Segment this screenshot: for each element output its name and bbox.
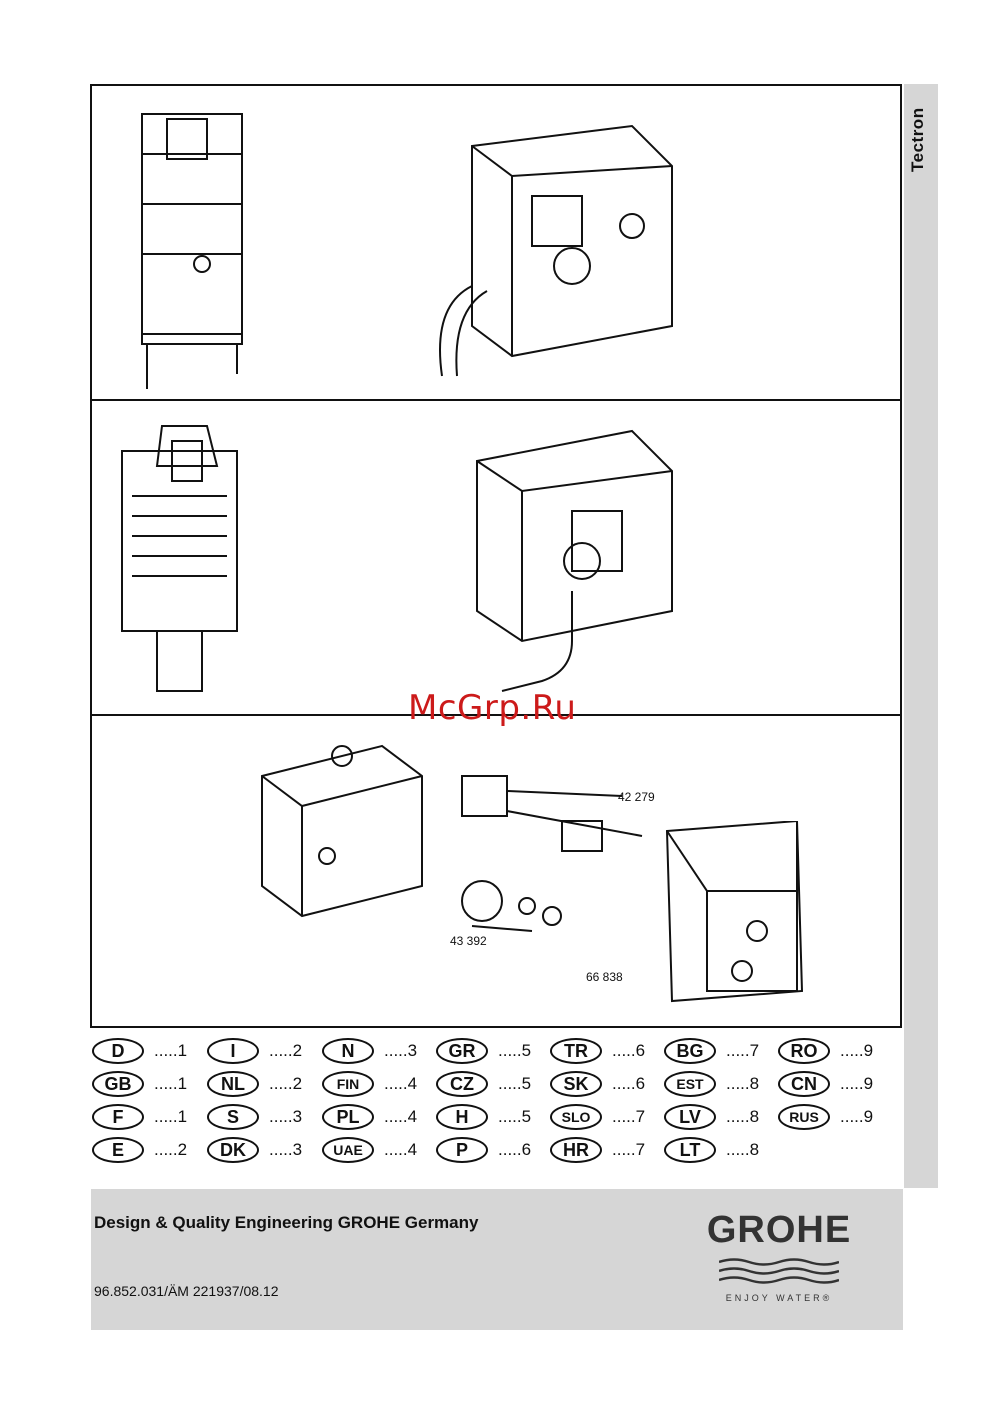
language-page: .....2 [269, 1041, 303, 1060]
language-page: .....6 [498, 1140, 532, 1159]
language-code: N [322, 1038, 374, 1064]
language-code: LV [664, 1104, 716, 1130]
language-code: E [92, 1137, 144, 1163]
language-page: .....9 [840, 1107, 874, 1126]
language-code: RO [778, 1038, 830, 1064]
waves-icon [719, 1257, 839, 1287]
language-entry [778, 1104, 873, 1130]
language-entry [322, 1038, 417, 1064]
panel-installation-frame [92, 86, 900, 401]
callout-42279: 42 279 [618, 790, 655, 804]
logo-tagline: ENJOY WATER® [725, 1293, 833, 1303]
language-entry [322, 1137, 417, 1163]
language-page: .....1 [154, 1041, 188, 1060]
language-page: .....7 [726, 1041, 760, 1060]
language-code: GB [92, 1071, 144, 1097]
language-entry [664, 1071, 759, 1097]
language-entry [778, 1038, 873, 1064]
flush-box-valve-drawing [462, 411, 692, 711]
footer [91, 1189, 903, 1330]
language-entry [92, 1104, 187, 1130]
flush-box-drawing [432, 106, 692, 386]
language-code: D [92, 1038, 144, 1064]
language-entry [92, 1038, 187, 1064]
language-entry [664, 1038, 759, 1064]
language-code: NL [207, 1071, 259, 1097]
design-line: Design & Quality Engineering GROHE Germany [94, 1213, 479, 1232]
product-name: Tectron [908, 107, 927, 172]
language-entry [436, 1137, 531, 1163]
language-entry [207, 1038, 302, 1064]
language-entry [92, 1071, 187, 1097]
language-page: .....3 [384, 1041, 418, 1060]
language-page: .....2 [269, 1074, 303, 1093]
language-entry [322, 1104, 417, 1130]
language-entry [550, 1071, 645, 1097]
language-code: CN [778, 1071, 830, 1097]
language-entry [778, 1071, 873, 1097]
grohe-logo [699, 1209, 859, 1309]
callout-43392: 43 392 [450, 934, 487, 948]
language-page: .....4 [384, 1074, 418, 1093]
language-entry [550, 1104, 645, 1130]
language-code: HR [550, 1137, 602, 1163]
language-page: .....9 [840, 1074, 874, 1093]
block-module-drawing [117, 406, 257, 706]
panel-spare-parts [92, 716, 900, 1026]
language-entry [436, 1038, 531, 1064]
language-code: PL [322, 1104, 374, 1130]
language-entry [664, 1137, 759, 1163]
language-code: BG [664, 1038, 716, 1064]
language-code: SLO [550, 1104, 602, 1130]
language-page: .....1 [154, 1107, 188, 1126]
language-code: SK [550, 1071, 602, 1097]
empty-box-drawing [252, 736, 432, 926]
language-code: P [436, 1137, 488, 1163]
callout-66838: 66 838 [586, 970, 623, 984]
language-page: .....5 [498, 1074, 532, 1093]
language-page: .....5 [498, 1107, 532, 1126]
language-code: I [207, 1038, 259, 1064]
language-code: RUS [778, 1104, 830, 1130]
language-page: .....2 [154, 1140, 188, 1159]
language-entry [436, 1104, 531, 1130]
side-tab [904, 84, 938, 1188]
watermark: McGrp.Ru [408, 688, 577, 728]
language-code: TR [550, 1038, 602, 1064]
language-entry [92, 1137, 187, 1163]
language-entry [207, 1071, 302, 1097]
language-code: S [207, 1104, 259, 1130]
language-entry [436, 1071, 531, 1097]
language-code: H [436, 1104, 488, 1130]
language-code: UAE [322, 1137, 374, 1163]
cover-plate-drawing [662, 821, 807, 1011]
language-entry [207, 1104, 302, 1130]
language-page: .....5 [498, 1041, 532, 1060]
language-entry [207, 1137, 302, 1163]
language-page: .....7 [612, 1140, 646, 1159]
language-entry [664, 1104, 759, 1130]
language-page: .....8 [726, 1107, 760, 1126]
language-code: GR [436, 1038, 488, 1064]
language-page: .....3 [269, 1140, 303, 1159]
language-page: .....7 [612, 1107, 646, 1126]
language-page: .....9 [840, 1041, 874, 1060]
language-page: .....8 [726, 1140, 760, 1159]
language-code: LT [664, 1137, 716, 1163]
language-page: .....8 [726, 1074, 760, 1093]
illustration-frame [90, 84, 902, 1028]
language-code: CZ [436, 1071, 488, 1097]
logo-wordmark: GROHE [706, 1209, 852, 1251]
language-page: .....4 [384, 1140, 418, 1159]
panel-block-module [92, 401, 900, 716]
language-page: .....6 [612, 1041, 646, 1060]
language-code: EST [664, 1071, 716, 1097]
language-code: FIN [322, 1071, 374, 1097]
language-page: .....1 [154, 1074, 188, 1093]
language-page: .....4 [384, 1107, 418, 1126]
document-number: 96.852.031/ÄM 221937/08.12 [94, 1283, 279, 1299]
language-entry [550, 1038, 645, 1064]
language-entry [322, 1071, 417, 1097]
language-page: .....3 [269, 1107, 303, 1126]
language-code: F [92, 1104, 144, 1130]
language-entry [550, 1137, 645, 1163]
frame-drawing [122, 94, 252, 394]
language-code: DK [207, 1137, 259, 1163]
language-page: .....6 [612, 1074, 646, 1093]
